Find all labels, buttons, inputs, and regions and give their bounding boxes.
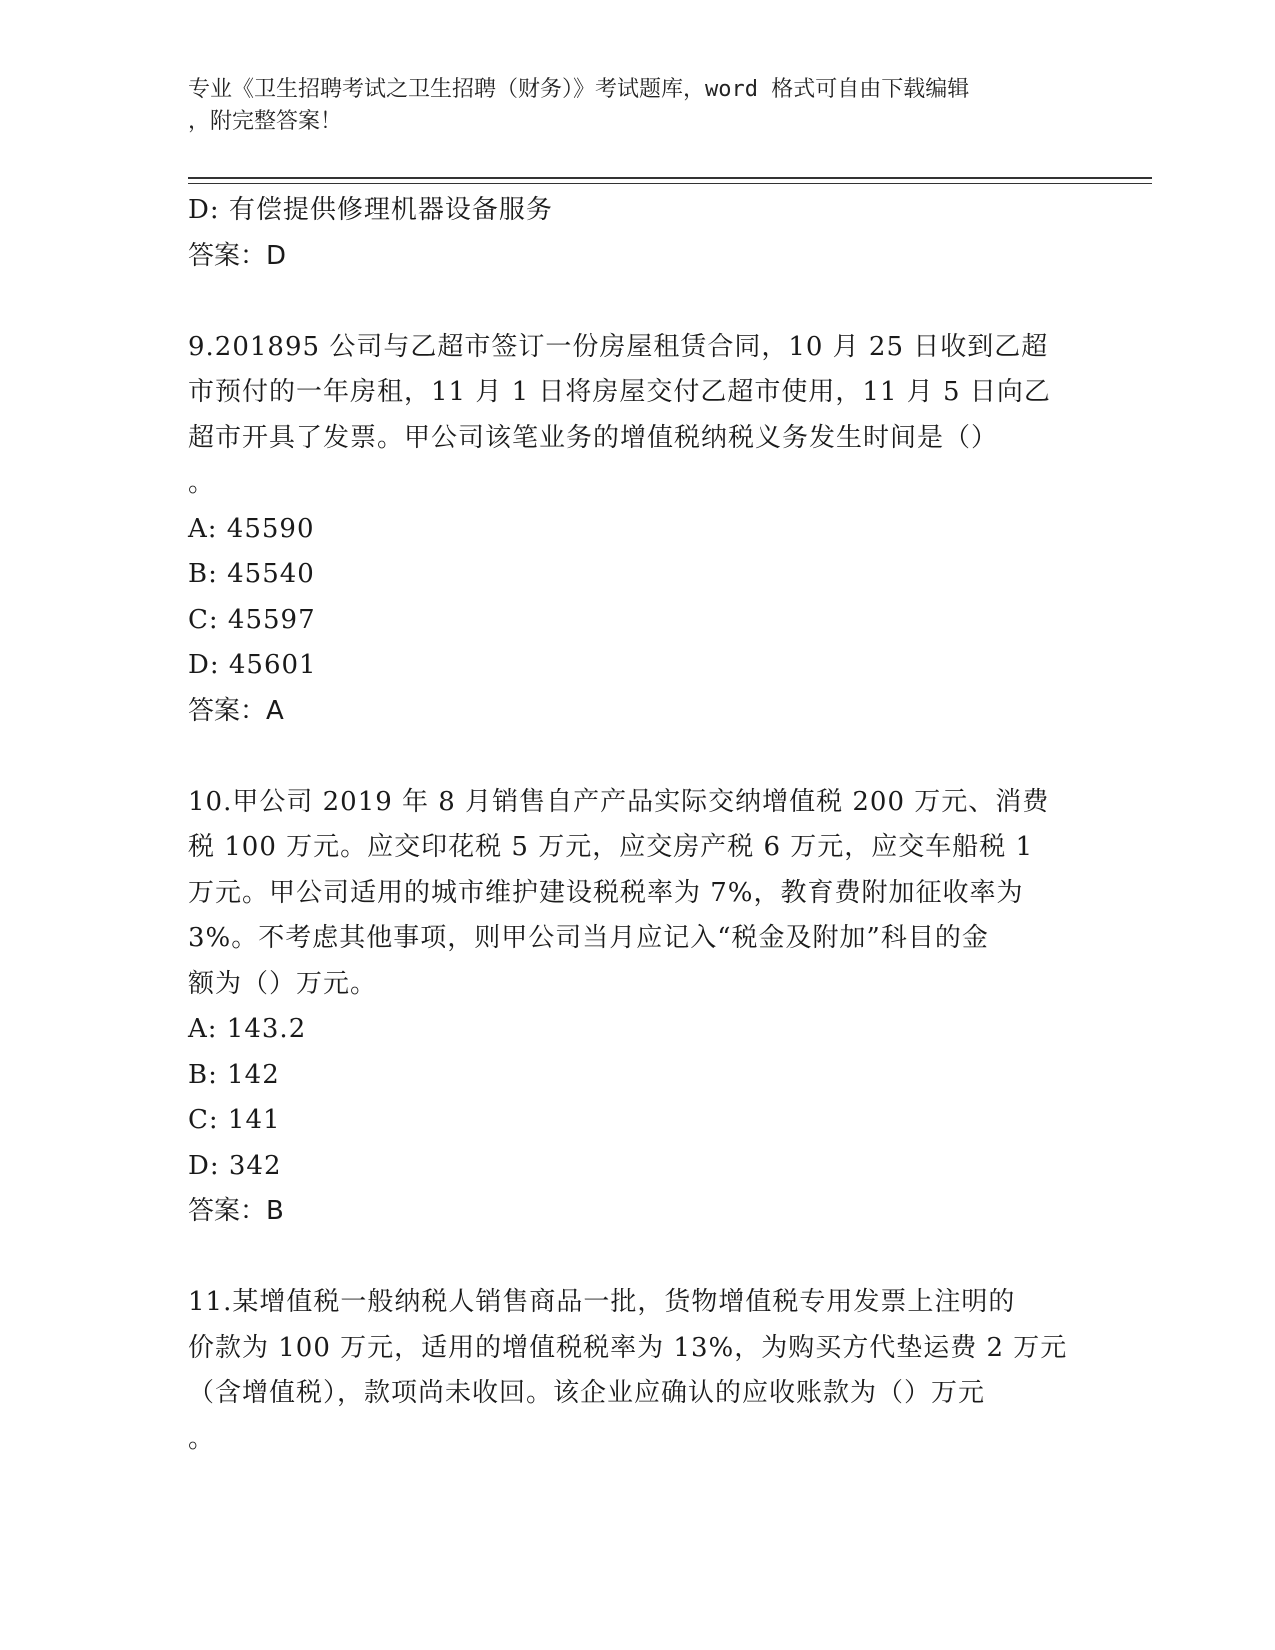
question-11 <box>188 1280 1088 1462</box>
question-text-line: 价款为 100 万元，适用的增值税税率为 13%，为购买方代垫运费 2 万元 <box>188 1332 1068 1363</box>
question-10 <box>188 780 1088 1235</box>
option-d: D: 342 <box>188 1150 282 1181</box>
option-c: C: 141 <box>188 1105 281 1135</box>
question-text-line: 税 100 万元。应交印花税 5 万元，应交房产税 6 万元，应交车船税 1 <box>188 832 1034 862</box>
question-text-line: 超市开具了发票。甲公司该笔业务的增值税纳税义务发生时间是（） <box>188 422 999 453</box>
answer-line: 答案：B <box>188 1196 284 1226</box>
option-d: D: 有偿提供修理机器设备服务 <box>188 195 553 225</box>
question-text-line: 万元。甲公司适用的城市维护建设税税率为 7%，教育费附加征收率为 <box>188 877 1024 908</box>
page-header <box>188 74 1068 138</box>
option-a: A: 143.2 <box>188 1014 307 1044</box>
question-content <box>188 188 1088 1462</box>
question-text-line: 9.201895 公司与乙超市签订一份房屋租赁合同，10 月 25 日收到乙超 <box>188 331 1049 362</box>
header-rule-thick <box>188 177 1152 179</box>
header-line-1: 专业《卫生招聘考试之卫生招聘（财务）》考试题库，word 格式可自由下载编辑 <box>188 77 970 102</box>
question-text-line: （含增值税），款项尚未收回。该企业应确认的应收账款为（）万元 <box>188 1378 986 1408</box>
header-rule-thin <box>188 183 1152 184</box>
option-d: D: 45601 <box>188 650 317 680</box>
spacer <box>188 734 1088 780</box>
question-text-line: 11.某增值税一般纳税人销售商品一批，货物增值税专用发票上注明的 <box>188 1287 1016 1317</box>
answer-line: 答案：D <box>188 240 287 271</box>
question-text-line: 市预付的一年房租，11 月 1 日将房屋交付乙超市使用，11 月 5 日向乙 <box>188 377 1051 407</box>
question-9 <box>188 325 1088 735</box>
spacer <box>188 279 1088 325</box>
option-b: B: 45540 <box>188 559 315 589</box>
question-text-line: 。 <box>188 468 216 498</box>
question-text-line: 3%。不考虑其他事项，则甲公司当月应记入“税金及附加”科目的金 <box>188 923 989 953</box>
answer-line: 答案：A <box>188 695 284 726</box>
option-b: B: 142 <box>188 1059 280 1090</box>
previous-question-tail <box>188 188 1088 279</box>
spacer <box>188 1235 1088 1281</box>
option-a: A: 45590 <box>188 513 315 544</box>
question-text-line: 。 <box>188 1423 216 1454</box>
question-text-line: 10.甲公司 2019 年 8 月销售自产产品实际交纳增值税 200 万元、消费 <box>188 786 1050 817</box>
header-line-2: ，附完整答案！ <box>188 109 343 134</box>
option-c: C: 45597 <box>188 604 316 635</box>
question-text-line: 额为（）万元。 <box>188 968 378 999</box>
